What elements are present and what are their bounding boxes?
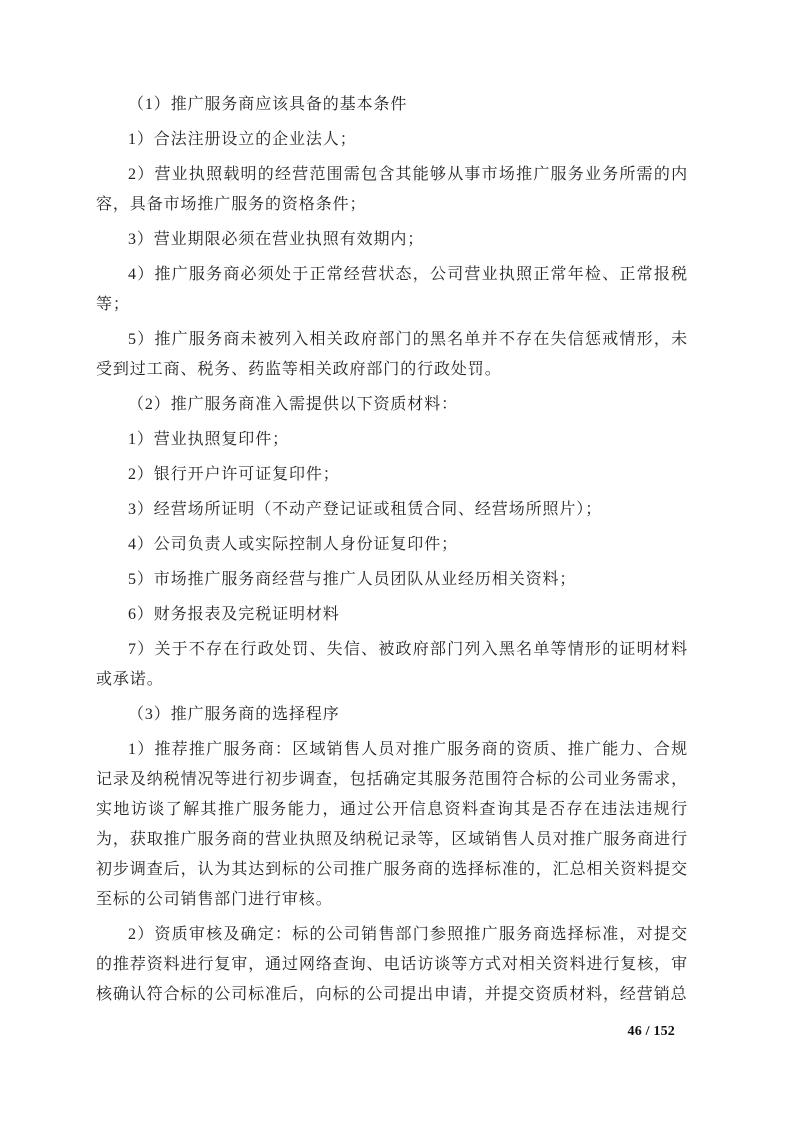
section-heading: （1）推广服务商应该具备的基本条件 [128, 96, 408, 113]
list-item: 1）营业执照复印件； [128, 431, 290, 448]
section-heading: （2）推广服务商准入需提供以下资质材料： [128, 396, 459, 413]
paragraph: 2）资质审核及确定：标的公司销售部门参照推广服务商选择标准，对提交的推荐资料进行复审，通过网络查询、电话访谈等方式对相关资料进行复核，审核确认符合标的公司标准后，向标的公司提出申请，并提交资质材料，经营销总 [96, 926, 688, 1003]
list-item: 3）经营场所证明（不动产登记证或租赁合同、经营场所照片）； [128, 501, 603, 518]
list-item: 5）推广服务商未被列入相关政府部门的黑名单并不存在失信惩戒情形，未受到过工商、税务、药监等相关政府部门的行政处罚。 [96, 331, 688, 378]
list-item: 6）财务报表及完税证明材料 [128, 606, 340, 623]
page-number: 46 / 152 [627, 1024, 675, 1039]
list-item: 2）营业执照载明的经营范围需包含其能够从事市场推广服务业务所需的内容，具备市场推广服务的资格条件； [96, 166, 688, 213]
paragraph: 1）推荐推广服务商：区域销售人员对推广服务商的资质、推广能力、合规记录及纳税情况等进行初步调查，包括确定其服务范围符合标的公司业务需求，实地访谈了解其推广服务能力，通过公开信息资料查询其是否存在违法违规行为，获取推广服务商的营业执照及纳税记录等，区域销售人员对推广服务商进行初步调查后，认为其达到标的公司推广服务商的选择标准的，汇总相关资料提交至标的公司销售部门进行审核。 [96, 741, 688, 908]
list-item: 3）营业期限必须在营业执照有效期内； [128, 231, 425, 248]
list-item: 4）推广服务商必须处于正常经营状态，公司营业执照正常年检、正常报税等； [96, 266, 688, 313]
section-heading: （3）推广服务商的选择程序 [128, 706, 340, 723]
list-item: 5）市场推广服务商经营与推广人员团队从业经历相关资料； [128, 571, 577, 588]
list-item: 2）银行开户许可证复印件； [128, 466, 340, 483]
list-item: 7）关于不存在行政处罚、失信、被政府部门列入黑名单等情形的证明材料或承诺。 [96, 641, 688, 688]
list-item: 4）公司负责人或实际控制人身份证复印件； [128, 536, 459, 553]
document-body [96, 90, 688, 1015]
list-item: 1）合法注册设立的企业法人； [128, 131, 357, 148]
